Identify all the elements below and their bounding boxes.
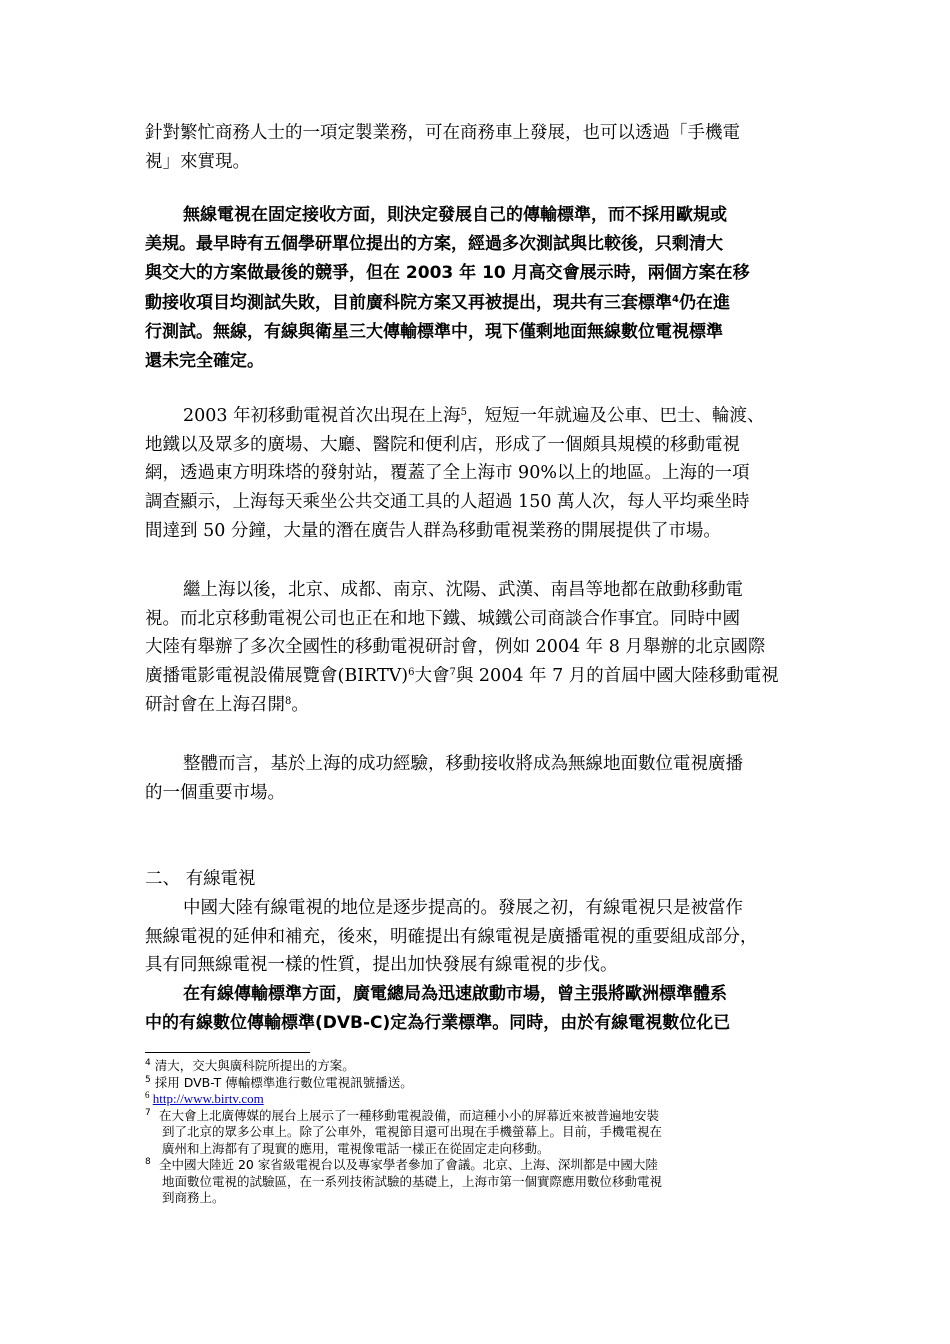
paragraph-4-line-4-text-b: 大會 xyxy=(414,666,450,687)
paragraph-2-line-1: 無線電視在固定接收方面，則決定發展自己的傳輸標準，而不採用歐規或 xyxy=(183,205,727,225)
paragraph-2-line-4 xyxy=(145,289,810,318)
paragraph-3-line-5: 間達到 50 分鐘，大量的潛在廣告人群為移動電視業務的開展提供了市場。 xyxy=(145,520,721,541)
footnote-6-link[interactable]: http://www.birtv.com xyxy=(152,1091,264,1106)
footnote-5-text: 採用 DVB-T 傳輸標準進行數位電視訊號播送。 xyxy=(154,1074,413,1090)
paragraph-4-line-2: 視。而北京移動電視公司也正在和地下鐵、城鐵公司商談合作事宜。同時中國 xyxy=(145,608,740,629)
paragraph-4-line-5-text-b: 。 xyxy=(291,694,309,715)
footnote-5 xyxy=(145,1075,810,1092)
paragraph-7-line-1: 在有線傳輸標準方面，廣電總局為迅速啟動市場，曾主張將歐洲標準體系 xyxy=(183,984,727,1004)
paragraph-6-line-2: 無線電視的延伸和補充，後來，明確提出有線電視是廣播電視的重要組成部分， xyxy=(145,926,758,947)
paragraph-2-line-3: 與交大的方案做最後的競爭，但在 2003 年 10 月高交會展示時，兩個方案在移 xyxy=(145,263,750,284)
paragraph-2-line-2: 美規。最早時有五個學研單位提出的方案，經過多次測試與比較後，只剩清大 xyxy=(145,234,723,255)
footnote-4-text: 清大，交大與廣科院所提出的方案。 xyxy=(154,1058,355,1073)
paragraph-1-line-2: 視」來實現。 xyxy=(145,151,250,172)
paragraph-4-line-4 xyxy=(145,662,810,691)
paragraph-6-line-1: 中國大陸有線電視的地位是逐步提高的。發展之初，有線電視只是被當作 xyxy=(183,898,743,918)
paragraph-4 xyxy=(145,576,810,720)
footnote-8-cont-1: 地面數位電視的試驗區，在一系列技術試驗的基礎上，上海市第一個實際應用數位移動電視 xyxy=(162,1173,663,1189)
footnote-ref-7[interactable]: 7 xyxy=(449,667,456,679)
paragraph-2 xyxy=(145,201,810,376)
paragraph-5-line-1: 整體而言，基於上海的成功經驗，移動接收將成為無線地面數位電視廣播 xyxy=(183,754,743,774)
paragraph-3-line-2: 地鐵以及眾多的廣場、大廳、醫院和便利店，形成了一個頗具規模的移動電視 xyxy=(145,434,740,455)
paragraph-6 xyxy=(145,894,810,980)
footnote-separator xyxy=(145,1052,310,1053)
paragraph-1 xyxy=(145,119,810,176)
footnote-ref-4[interactable]: 4 xyxy=(672,293,679,305)
paragraph-2-line-4-text-a: 動接收項目均測試失敗，目前廣科院方案又再被提出，現共有三套標準 xyxy=(145,292,672,313)
paragraph-5-line-2: 的一個重要市場。 xyxy=(145,782,285,803)
paragraph-4-line-1: 繼上海以後，北京、成都、南京、沈陽、武漢、南昌等地都在啟動移動電 xyxy=(183,580,743,600)
section-heading xyxy=(145,865,810,894)
paragraph-7-line-2: 中的有線數位傳輸標準(DVB-C)定為行業標準。同時，由於有線電視數位化已 xyxy=(145,1013,731,1034)
paragraph-5 xyxy=(145,750,810,807)
paragraph-1-line-1: 針對繁忙商務人士的一項定製業務，可在商務車上發展，也可以透過「手機電 xyxy=(145,123,740,143)
footnote-ref-6[interactable]: 6 xyxy=(408,667,415,679)
footnote-7-cont-1: 到了北京的眾多公車上。除了公車外，電視節目還可出現在手機螢幕上。目前，手機電視在 xyxy=(162,1124,663,1139)
paragraph-3-line-3: 網，透過東方明珠塔的發射站，覆蓋了全上海市 90%以上的地區。上海的一項 xyxy=(145,463,750,484)
paragraph-3-line-1-text-b: ，短短一年就遍及公車、巴士、輪渡、 xyxy=(466,406,765,426)
footnote-ref-5[interactable]: 5 xyxy=(460,407,467,418)
paragraph-4-line-4-text-a: 廣播電影電視設備展覽會(BIRTV) xyxy=(145,666,409,687)
paragraph-7 xyxy=(145,980,810,1038)
paragraph-3-line-1 xyxy=(145,402,810,431)
footnote-8: $^8$ 全中國大陸近 20 家省級電視台以及專家學者參加了會議。北京、上海、深圳都是中國大陸 xyxy=(145,1157,658,1172)
paragraph-3-line-4: 調查顯示，上海每天乘坐公共交通工具的人超過 150 萬人次，每人平均乘坐時 xyxy=(145,492,750,513)
paragraph-6-line-3: 具有同無線電視一樣的性質，提出加快發展有線電視的步伐。 xyxy=(145,955,618,976)
footnote-4-number: 4 xyxy=(145,1058,151,1068)
footnote-6 xyxy=(145,1091,810,1108)
paragraph-4-line-5 xyxy=(145,691,810,720)
footnotes xyxy=(145,1058,810,1207)
footnote-ref-8[interactable]: 8 xyxy=(285,695,292,707)
paragraph-2-line-5: 行測試。無線，有線與衛星三大傳輸標準中，現下僅剩地面無線數位電視標準 xyxy=(145,321,723,342)
footnote-7-line-1: 在大會上北廣傳媒的展台上展示了一種移動電視設備，而這種小小的屏幕近來被普遍地安裝 xyxy=(159,1107,660,1123)
footnote-6-number: 6 xyxy=(145,1090,150,1100)
paragraph-4-line-3: 大陸有舉辦了多次全國性的移動電視研討會，例如 2004 年 8 月舉辦的北京國際 xyxy=(145,637,766,658)
paragraph-4-line-4-text-c: 與 2004 年 7 月的首屆中國大陸移動電視 xyxy=(455,666,779,687)
footnote-7: $^7$ 在大會上北廣傳媒的展台上展示了一種移動電視設備，而這種小小的屏幕近來被普遍地安裝 xyxy=(145,1107,660,1123)
paragraph-2-line-4-text-b: 仍在進 xyxy=(678,292,730,313)
footnote-7-cont-2: 廣州和上海都有了現實的應用，電視像電話一樣正在從固定走向移動。 xyxy=(162,1140,550,1156)
section-heading-text: 二、 有線電視 xyxy=(145,869,256,889)
footnote-8-line-1: 全中國大陸近 20 家省級電視台以及專家學者參加了會議。北京、上海、深圳都是中國大陸 xyxy=(159,1157,658,1172)
paragraph-3-line-1-text-a: 2003 年初移動電視首次出現在上海 xyxy=(183,406,461,426)
paragraph-3 xyxy=(145,402,810,546)
footnote-4 xyxy=(145,1058,810,1075)
paragraph-2-line-6: 還未完全確定。 xyxy=(145,351,264,372)
paragraph-4-line-5-text-a: 研討會在上海召開 xyxy=(145,694,285,715)
footnote-8-cont-2: 到商務上。 xyxy=(162,1190,225,1205)
footnote-5-number: 5 xyxy=(145,1074,151,1085)
